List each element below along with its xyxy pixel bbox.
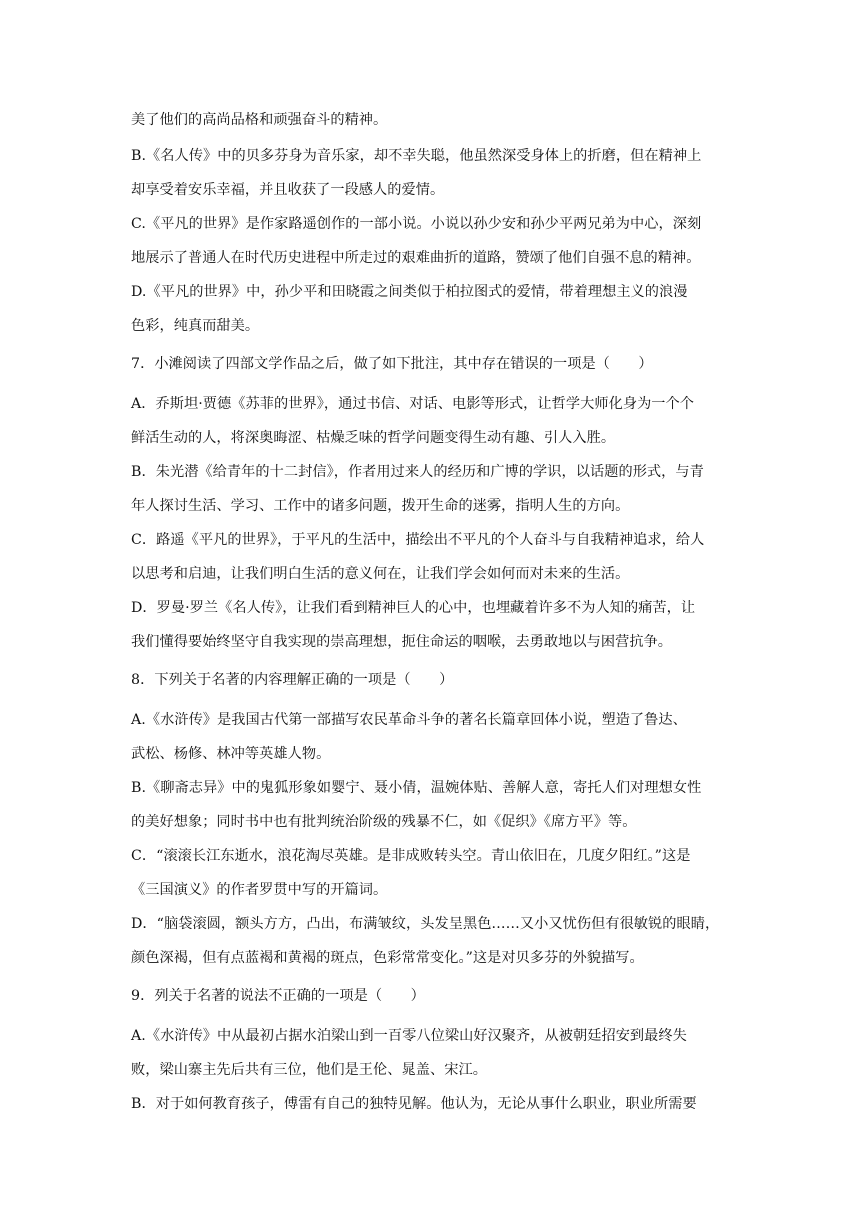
text-line: C.《平凡的世界》是作家路遥创作的一部小说。小说以孙少安和孙少平两兄弟为中心，深刻 <box>131 216 702 232</box>
text-line: 鲜活生动的人，将深奥晦涩、枯燥乏味的哲学问题变得生动有趣、引人入胜。 <box>131 430 616 446</box>
question-heading: 7．小滩阅读了四部文学作品之后，做了如下批注，其中存在错误的一项是（ ） <box>131 356 653 372</box>
text-line: D．“脑袋滚圆，额头方方，凸出，布满皱纹，头发呈黑色……又小又忧伤但有很敏锐的眼睛， <box>131 916 720 932</box>
text-line: 颜色深褐，但有点蓝褐和黄褐的斑点，色彩常常变化。”这是对贝多芬的外貌描写。 <box>131 950 644 966</box>
text-line: C．“滚滚长江东逝水，浪花淘尽英雄。是非成败转头空。青山依旧在，几度夕阳红。”这是 <box>131 848 691 864</box>
text-line: A.《水浒传》中从最初占据水泊梁山到一百零八位梁山好汉聚齐，从被朝廷招安到最终失 <box>131 1028 687 1044</box>
text-line: D.《平凡的世界》中，孙少平和田晓霞之间类似于柏拉图式的爱情，带着理想主义的浪漫 <box>131 284 688 300</box>
text-line: C．路遥《平凡的世界》，于平凡的生活中，描绘出不平凡的个人奋斗与自我精神追求，给人 <box>131 532 705 548</box>
text-line: 年人探讨生活、学习、工作中的诸多问题，拨开生命的迷雾，指明人生的方向。 <box>131 498 630 514</box>
text-line: B.《聊斋志异》中的鬼狐形象如婴宁、聂小倩，温婉体贴、善解人意，寄托人们对理想女性 <box>131 780 702 796</box>
text-line: D．罗曼·罗兰《名人传》，让我们看到精神巨人的心中，也埋藏着许多不为人知的痛苦，让 <box>131 600 696 616</box>
text-line: 我们懂得要始终坚守自我实现的崇高理想，扼住命运的咽喉，去勇敢地以与困营抗争。 <box>131 634 673 650</box>
text-line: 《三国演义》的作者罗贯中写的开篇词。 <box>131 882 388 898</box>
text-line: B．朱光潜《给青年的十二封信》，作者用过来人的经历和广博的学识，以话题的形式，与青 <box>131 464 704 480</box>
text-line: 以思考和启迪，让我们明白生活的意义何在，让我们学会如何而对未来的生活。 <box>131 566 630 582</box>
text-line: 美了他们的高尚品格和顽强奋斗的精神。 <box>131 112 388 128</box>
question-heading: 8．下列关于名著的内容理解正确的一项是（ ） <box>131 672 454 688</box>
text-line: A.《水浒传》是我国古代第一部描写农民革命斗争的著名长篇章回体小说，塑造了鲁达、 <box>131 712 687 728</box>
text-line: 却享受着安乐幸福，并且收获了一段感人的爱情。 <box>131 182 445 198</box>
text-line: 色彩，纯真而甜美。 <box>131 318 260 334</box>
text-line: 败，梁山寨主先后共有三位，他们是王伦、晁盖、宋江。 <box>131 1062 487 1078</box>
text-line: A．乔斯坦·贾德《苏菲的世界》，通过书信、对话、电影等形式，让哲学大师化身为一个个 <box>131 396 695 412</box>
text-line: 地展示了普通人在时代历史进程中所走过的艰难曲折的道路，赞颂了他们自强不息的精神。 <box>131 250 701 266</box>
text-line: 的美好想象；同时书中也有批判统治阶级的残暴不仁，如《促织》《席方平》等。 <box>131 814 637 830</box>
text-line: 武松、杨修、林冲等英雄人物。 <box>131 746 331 762</box>
text-line: B.《名人传》中的贝多芬身为音乐家，却不幸失聪，他虽然深受身体上的折磨，但在精神上 <box>131 148 702 164</box>
question-heading: 9．列关于名著的说法不正确的一项是（ ） <box>131 988 425 1004</box>
text-line: B．对于如何教育孩子，傅雷有自己的独特见解。他认为，无论从事什么职业，职业所需要 <box>131 1096 697 1112</box>
